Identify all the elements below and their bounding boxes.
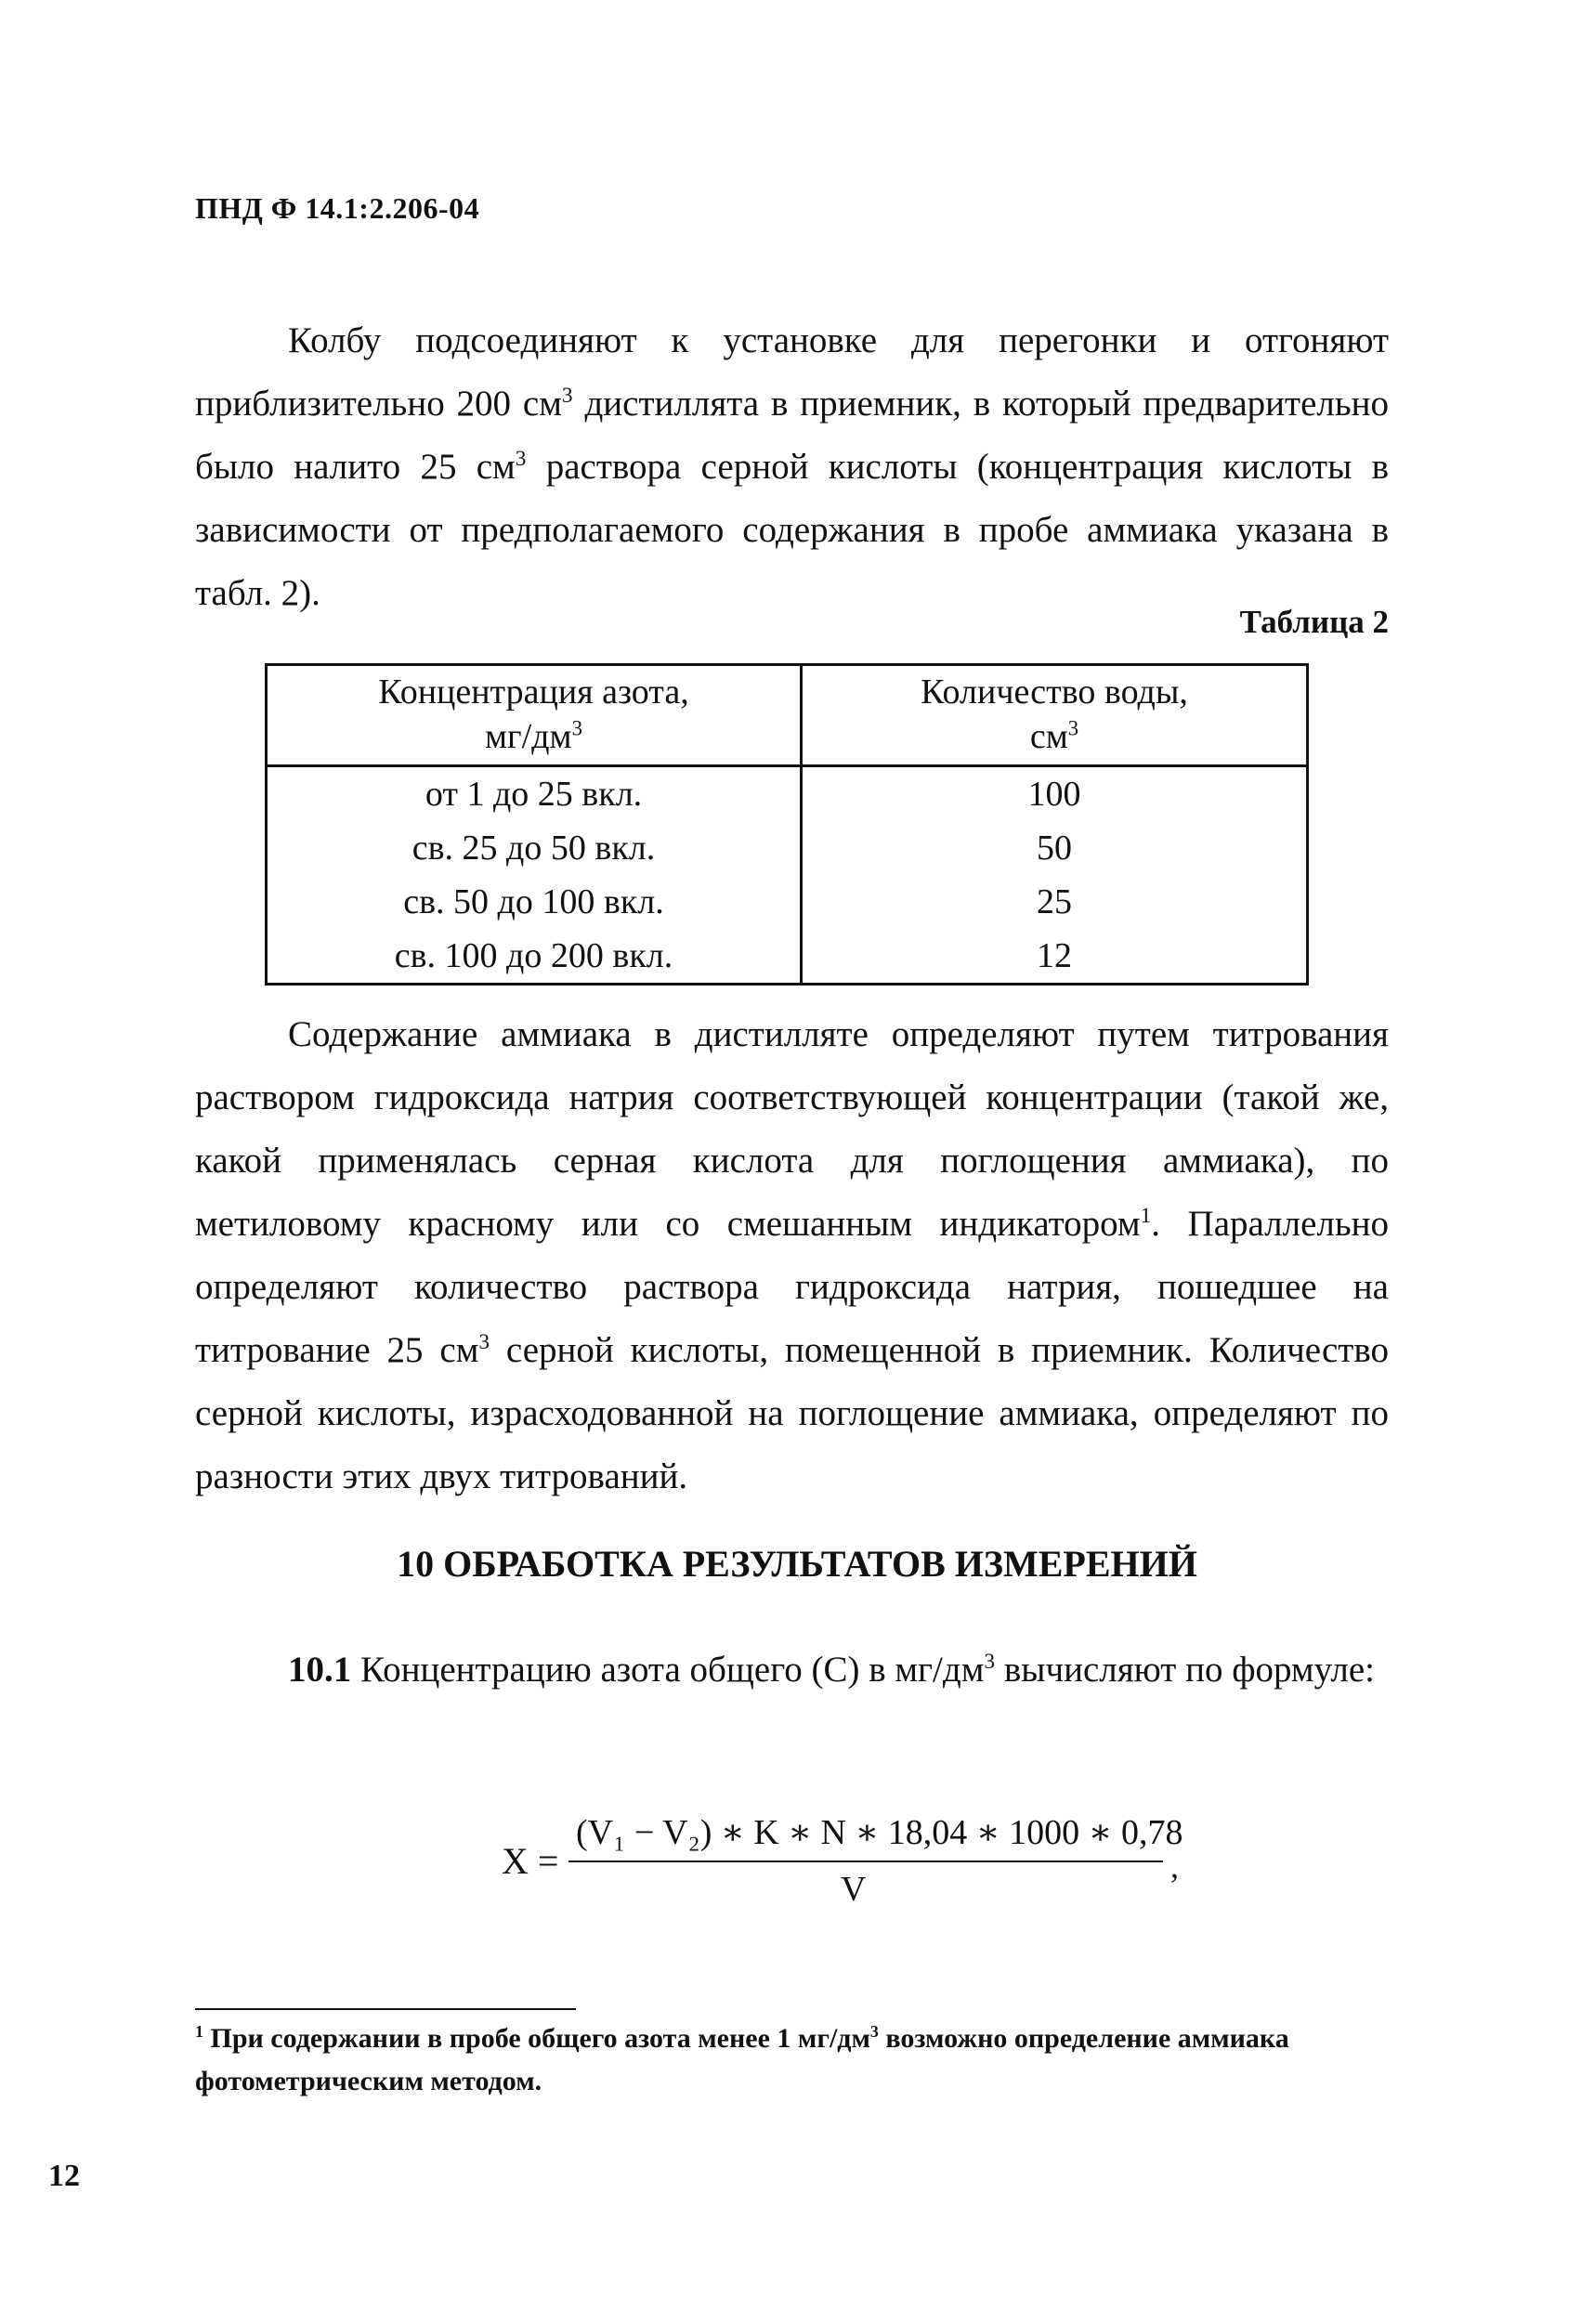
footnote-text: При содержании в пробе общего азота менее 1 мг/дм — [203, 2023, 870, 2054]
cell-range: св. 50 до 100 вкл. — [267, 875, 802, 929]
superscript: 3 — [984, 1650, 996, 1674]
paragraph-formula-intro — [195, 1639, 1389, 1702]
table-header-row — [267, 665, 1308, 766]
table-row — [267, 821, 1308, 875]
footnote-reference: 1 — [1140, 1204, 1152, 1228]
footnote-marker: 1 — [195, 2022, 203, 2041]
superscript: 3 — [561, 384, 573, 408]
header-text: Количество воды, — [921, 672, 1188, 712]
table-row — [267, 929, 1308, 985]
column-header-concentration — [267, 665, 802, 766]
superscript: 3 — [1067, 716, 1079, 740]
superscript: 3 — [571, 716, 582, 740]
superscript: 3 — [515, 447, 527, 471]
paragraph-text: Колбу подсоединяют к установке для перегонки и отгоняют приблизительно 200 см — [195, 320, 1389, 424]
page-number: 12 — [48, 2159, 80, 2193]
paragraph-text: . Параллельно определяют количество раствора гидроксида натрия, пошедшее на титрование 25 см — [195, 1204, 1390, 1370]
cell-range: от 1 до 25 вкл. — [267, 766, 802, 822]
table-row — [267, 766, 1308, 822]
header-text: Концентрация азота, — [378, 672, 689, 712]
paragraph-titration — [195, 1003, 1389, 1508]
cell-water: 12 — [802, 929, 1308, 985]
footnote-divider — [195, 2008, 576, 2010]
concentration-table — [265, 663, 1309, 986]
header-text: см — [1029, 717, 1068, 756]
header-text: мг/дм — [485, 717, 572, 756]
document-header: ПНД Ф 14.1:2.206-04 — [195, 191, 480, 225]
table-caption: Таблица 2 — [1239, 604, 1389, 640]
paragraph-text: раствора серной кислоты (концентрация кислоты в зависимости от предполагаемого содержания в пробе аммиака указана в табл. 2). — [195, 447, 1389, 613]
cell-water: 25 — [802, 875, 1308, 929]
clause-number: 10.1 — [288, 1650, 352, 1690]
paragraph-text: вычисляют по формуле: — [995, 1650, 1375, 1690]
cell-range: св. 25 до 50 вкл. — [267, 821, 802, 875]
formula-denominator: V — [841, 1870, 867, 1909]
paragraph-text: Концентрацию азота общего (С) в мг/дм — [351, 1650, 985, 1690]
column-header-water — [802, 665, 1308, 766]
formula-lhs: X = — [502, 1840, 559, 1882]
formula-trailing-comma: , — [1170, 1847, 1179, 1885]
superscript: 3 — [869, 2022, 879, 2041]
cell-range: св. 100 до 200 вкл. — [267, 929, 802, 985]
formula-numerator: (V₁ − V₂) ∗ K ∗ N ∗ 18,04 ∗ 1000 ∗ 0,78 — [576, 1813, 1183, 1852]
paragraph-distillation — [195, 309, 1389, 625]
superscript: 3 — [478, 1330, 490, 1354]
paragraph-text: Содержание аммиака в дистилляте определяют путем титрования раствором гидроксида натрия соответствующей концентрации (такой же, какой применялась серная кислота для поглощения аммиака), по метиловому красному или со смешанным индикатором — [195, 1014, 1389, 1244]
footnote — [195, 2017, 1389, 2103]
table-row — [267, 875, 1308, 929]
section-heading: 10 ОБРАБОТКА РЕЗУЛЬТАТОВ ИЗМЕРЕНИЙ — [397, 1543, 1197, 1585]
paragraph-text: дистиллята в приемник, в который предварительно было налито 25 см — [195, 384, 1389, 487]
footnote-text: возможно определение аммиака фотометрическим методом. — [195, 2023, 1289, 2096]
paragraph-text: серной кислоты, помещенной в приемник. Количество серной кислоты, израсходованной на поглощение аммиака, определяют по разности этих двух титрований. — [195, 1330, 1389, 1496]
fraction-bar — [568, 1861, 1163, 1862]
cell-water: 50 — [802, 821, 1308, 875]
cell-water: 100 — [802, 766, 1308, 822]
